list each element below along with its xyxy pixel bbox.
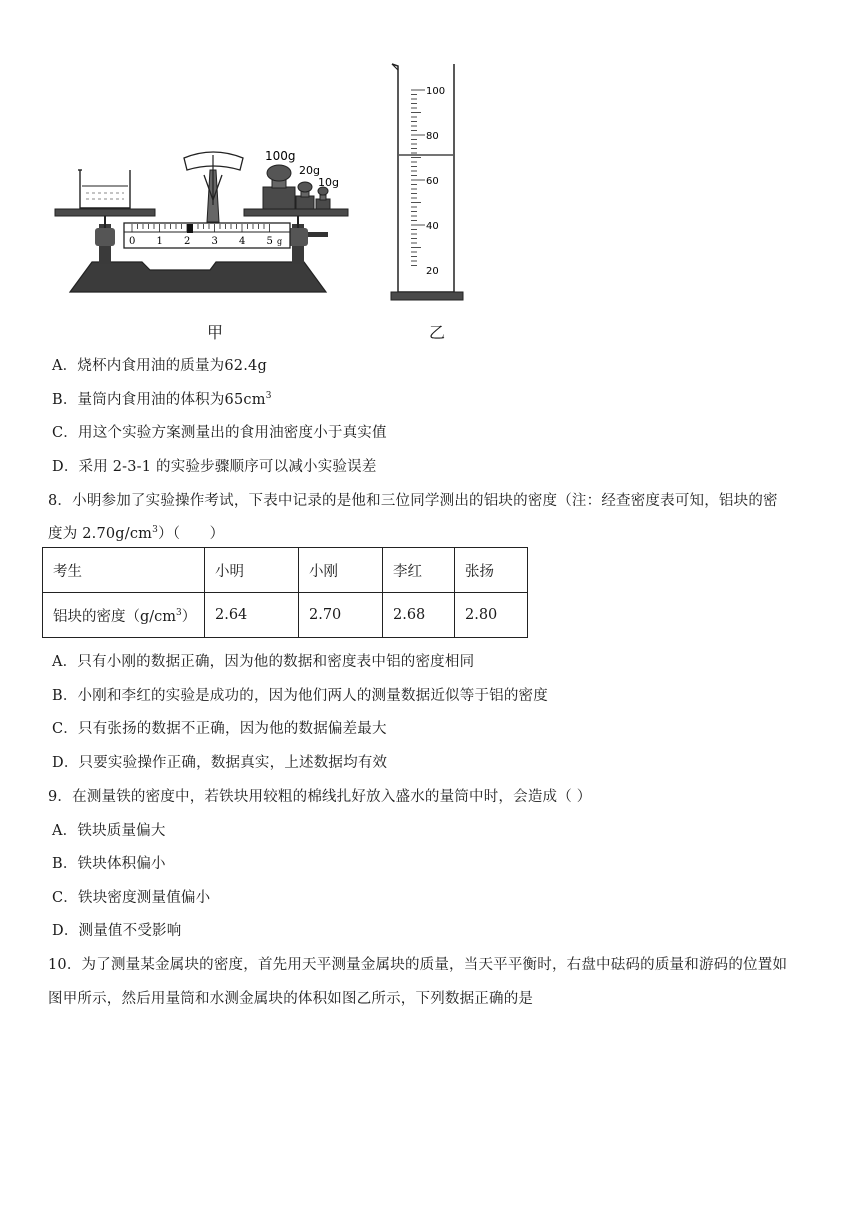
weight-10g-icon: [316, 187, 330, 209]
q7-option-b: B．量筒内食用油的体积为$65cm^3$: [52, 391, 272, 408]
rider-scale-label: 3: [211, 236, 218, 247]
table-name: 小明: [205, 548, 299, 593]
graduated-cylinder: [392, 64, 454, 292]
q10-stem-line2: 图甲所示，然后用量筒和水测金属块的体积如图乙所示，下列数据正确的是: [48, 991, 534, 1007]
q9-option-d: D．测量值不受影响: [52, 923, 182, 939]
cylinder-scale-label: 40: [426, 221, 439, 232]
weight-label-100g: 100g: [265, 149, 296, 163]
q8-option-b: B．小刚和李红的实验是成功的，因为他们两人的测量数据近似等于铝的密度: [52, 688, 548, 704]
balance-base: [70, 262, 326, 292]
weight-100g-icon: [263, 165, 295, 209]
q8-stem-line1: 8．小明参加了实验操作考试，下表中记录的是他和三位同学测出的铝块的密度（注：经查密度表可知，铝块的密: [48, 493, 778, 509]
q8-stem-line2: 度为 $2.70g/cm^3$）（ ）: [48, 525, 225, 542]
q8-option-a: A．只有小刚的数据正确，因为他的数据和密度表中铝的密度相同: [52, 654, 475, 670]
q10-stem-line1: 10．为了测量某金属块的密度，首先用天平测量金属块的质量，当天平平衡时，右盘中砝码的质量和游码的位置如: [48, 957, 788, 973]
table-value: 2.80: [455, 593, 528, 638]
table-header-label: 考生: [43, 548, 205, 593]
cylinder-scale-label: 60: [426, 176, 439, 187]
right-pan: [244, 209, 348, 216]
beaker: [80, 170, 130, 208]
table-name: 李红: [383, 548, 455, 593]
table-row: [43, 593, 528, 638]
q9-option-c: C．铁块密度测量值偏小: [52, 890, 211, 906]
left-pan: [55, 209, 155, 216]
table-row-label: 铝块的密度$(g/cm^3)$: [43, 593, 205, 638]
table-name: 张扬: [455, 548, 528, 593]
weight-label-20g: 20g: [299, 164, 320, 177]
caption-jia: 甲: [207, 323, 224, 342]
q7-option-a: A．烧杯内食用油的质量为62.4g: [52, 358, 267, 374]
table-name: 小刚: [299, 548, 383, 593]
q8-option-d: D．只要实验操作正确，数据真实，上述数据均有效: [52, 755, 388, 771]
q9-stem: 9．在测量铁的密度中，若铁块用较粗的棉线扎好放入盛水的量筒中时，会造成（ ）: [48, 789, 592, 805]
right-knob: [288, 228, 308, 246]
cylinder-scale-label: 100: [426, 86, 446, 97]
q7-option-c: C．用这个实验方案测量出的食用油密度小于真实值: [52, 425, 387, 441]
cylinder-base: [391, 292, 463, 300]
density-table: [42, 547, 528, 638]
rider-scale-label: 1: [156, 236, 163, 247]
rider-scale-label: 5: [266, 236, 273, 247]
q8-option-c: C．只有张扬的数据不正确，因为他的数据偏差最大: [52, 721, 387, 737]
rider-scale-label: 4: [239, 236, 246, 247]
left-knob: [95, 228, 115, 246]
q9-option-a: A．铁块质量偏大: [52, 823, 166, 839]
rider-scale-label: 2: [184, 236, 191, 247]
rider-unit-label: g: [277, 237, 283, 246]
caption-yi: 乙: [429, 323, 446, 342]
weight-label-10g: 10g: [318, 176, 339, 189]
figure-balance-and-cylinder: [0, 0, 860, 340]
table-row: [43, 548, 528, 593]
adjust-screw: [308, 232, 328, 237]
table-value: 2.70: [299, 593, 383, 638]
q7-option-d: D．采用 2-3-1 的实验步骤顺序可以减小实验误差: [52, 459, 377, 475]
q9-option-b: B．铁块体积偏小: [52, 856, 166, 872]
rider: [187, 224, 193, 233]
cylinder-scale-label: 20: [426, 266, 439, 277]
table-value: 2.68: [383, 593, 455, 638]
table-value: 2.64: [205, 593, 299, 638]
weight-20g-icon: [296, 182, 314, 209]
rider-scale-label: 0: [129, 236, 136, 247]
cylinder-scale-label: 80: [426, 131, 439, 142]
